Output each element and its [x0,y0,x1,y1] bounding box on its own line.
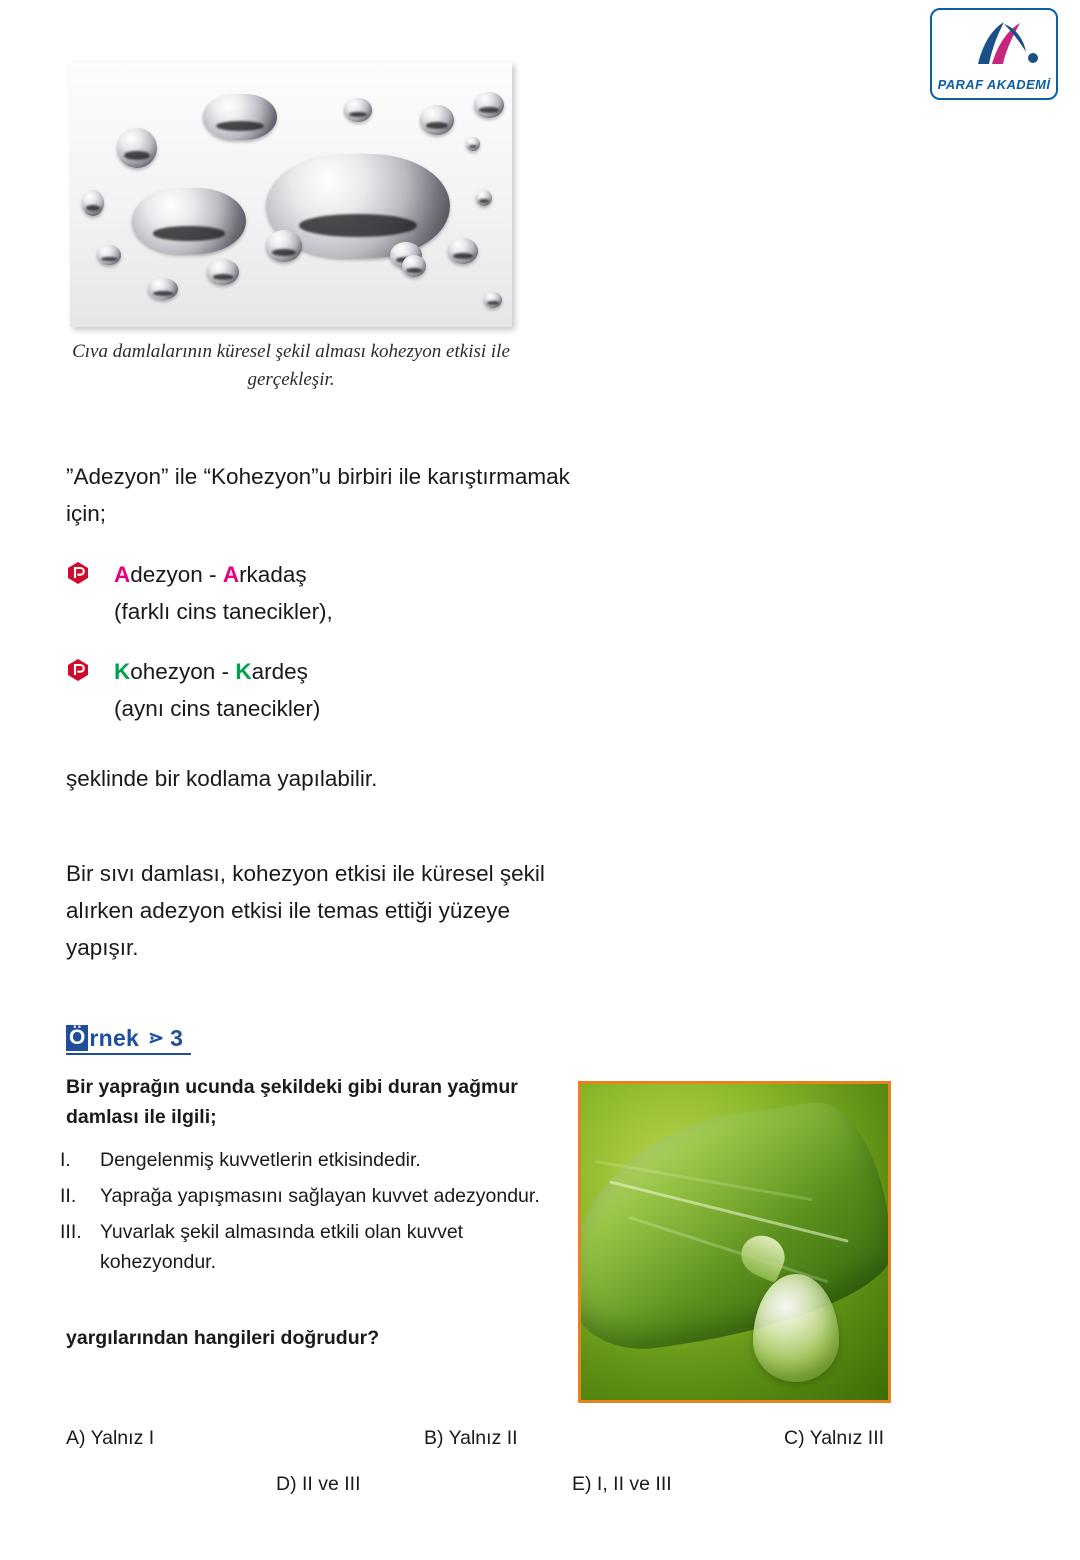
list-item-numeral: III. [60,1221,82,1243]
logo-wordmark: PARAF AKADEMİ [937,77,1051,92]
bullet-kohezyon-sub: (aynı cins tanecikler) [114,696,321,721]
kw-a-rest: dezyon - [130,562,223,587]
list-item [60,1217,560,1277]
mercury-drop-small [448,238,478,264]
question-stem: Bir yaprağın ucunda şekildeki gibi duran yağmur damlası ile ilgili; [66,1076,518,1128]
option-b[interactable]: B) Yalnız II [424,1427,518,1449]
list-item [60,1181,560,1211]
question-prompt: yargılarından hangileri doğrudur? [66,1327,380,1349]
bullet-adezyon-text [114,556,586,630]
example-number: 3 [170,1024,183,1051]
bullet-adezyon [66,556,586,630]
list-item-text: Dengelenmiş kuvvetlerin etkisindedir. [100,1149,421,1171]
mercury-drop-small [207,259,239,285]
list-item-text: Yuvarlak şekil almasında etkili olan kuvvet kohezyondur. [100,1221,464,1273]
mercury-drop-small [97,245,121,265]
paragraph-intro: ”Adezyon” ile “Kohezyon”u birbiri ile karıştırmamak için; [66,464,570,526]
mercury-drop-medium-2 [203,94,277,140]
mercury-drop-tiny [476,190,492,206]
mercury-drop-small [117,128,157,168]
kw-k-rest2: ardeş [251,659,308,684]
mercury-drop-medium [132,188,246,254]
list-item-numeral: II. [60,1185,77,1207]
mercury-drop-small [420,105,454,135]
paraf-logo-mark-icon [932,18,1056,70]
mercury-drop-tiny [484,292,502,308]
mercury-droplets-photo [70,62,512,327]
example-badge-word: rnek [89,1024,140,1051]
paragraph-closing: Bir sıvı damlası, kohezyon etkisi ile küresel şekil alırken adezyon etkisi ile temas ettiği yüzeye yapışır. [66,861,545,960]
figure-caption: Cıva damlalarının küresel şekil alması kohezyon etkisi ile gerçekleşir. [72,341,510,390]
kw-a-2: A [222,562,240,587]
example-badge-dots: ⋗ [148,1027,164,1049]
bullet-kohezyon [66,653,586,727]
mercury-drop-small [344,98,372,122]
paraf-akademi-logo [930,8,1058,100]
mercury-drop-tiny [466,137,480,151]
list-item [60,1145,560,1175]
list-item-text: Yaprağa yapışmasını sağlayan kuvvet adezyondur. [100,1185,540,1207]
kw-k-1: K [114,659,131,684]
kw-a-1: A [114,562,131,587]
option-c[interactable]: C) Yalnız III [784,1427,885,1449]
paraf-bullet-icon [66,658,90,682]
bullet-adezyon-sub: (farklı cins tanecikler), [114,599,333,624]
kw-k-2: K [235,659,252,684]
question-roman-list [60,1145,560,1283]
paraf-bullet-icon [66,561,90,585]
example-header [66,1023,191,1055]
leaf-shape [578,1094,891,1358]
list-item-numeral: I. [60,1149,71,1171]
kw-k-rest: ohezyon - [130,659,236,684]
leaf-water-drop-photo [578,1081,891,1403]
mercury-drop-small [266,230,302,262]
option-e[interactable]: E) I, II ve III [572,1473,672,1495]
mercury-drop-small [474,92,504,118]
mercury-drop-small [148,278,178,300]
bullet-kohezyon-text [114,653,586,727]
mercury-drop-small [82,190,104,216]
paragraph-after-bullets: şeklinde bir kodlama yapılabilir. [66,766,378,791]
kw-a-rest2: rkadaş [239,562,307,587]
example-badge-letter: Ö [66,1025,88,1051]
mercury-drop-small [402,255,426,277]
option-a[interactable]: A) Yalnız I [66,1427,155,1449]
option-d[interactable]: D) II ve III [276,1473,361,1495]
